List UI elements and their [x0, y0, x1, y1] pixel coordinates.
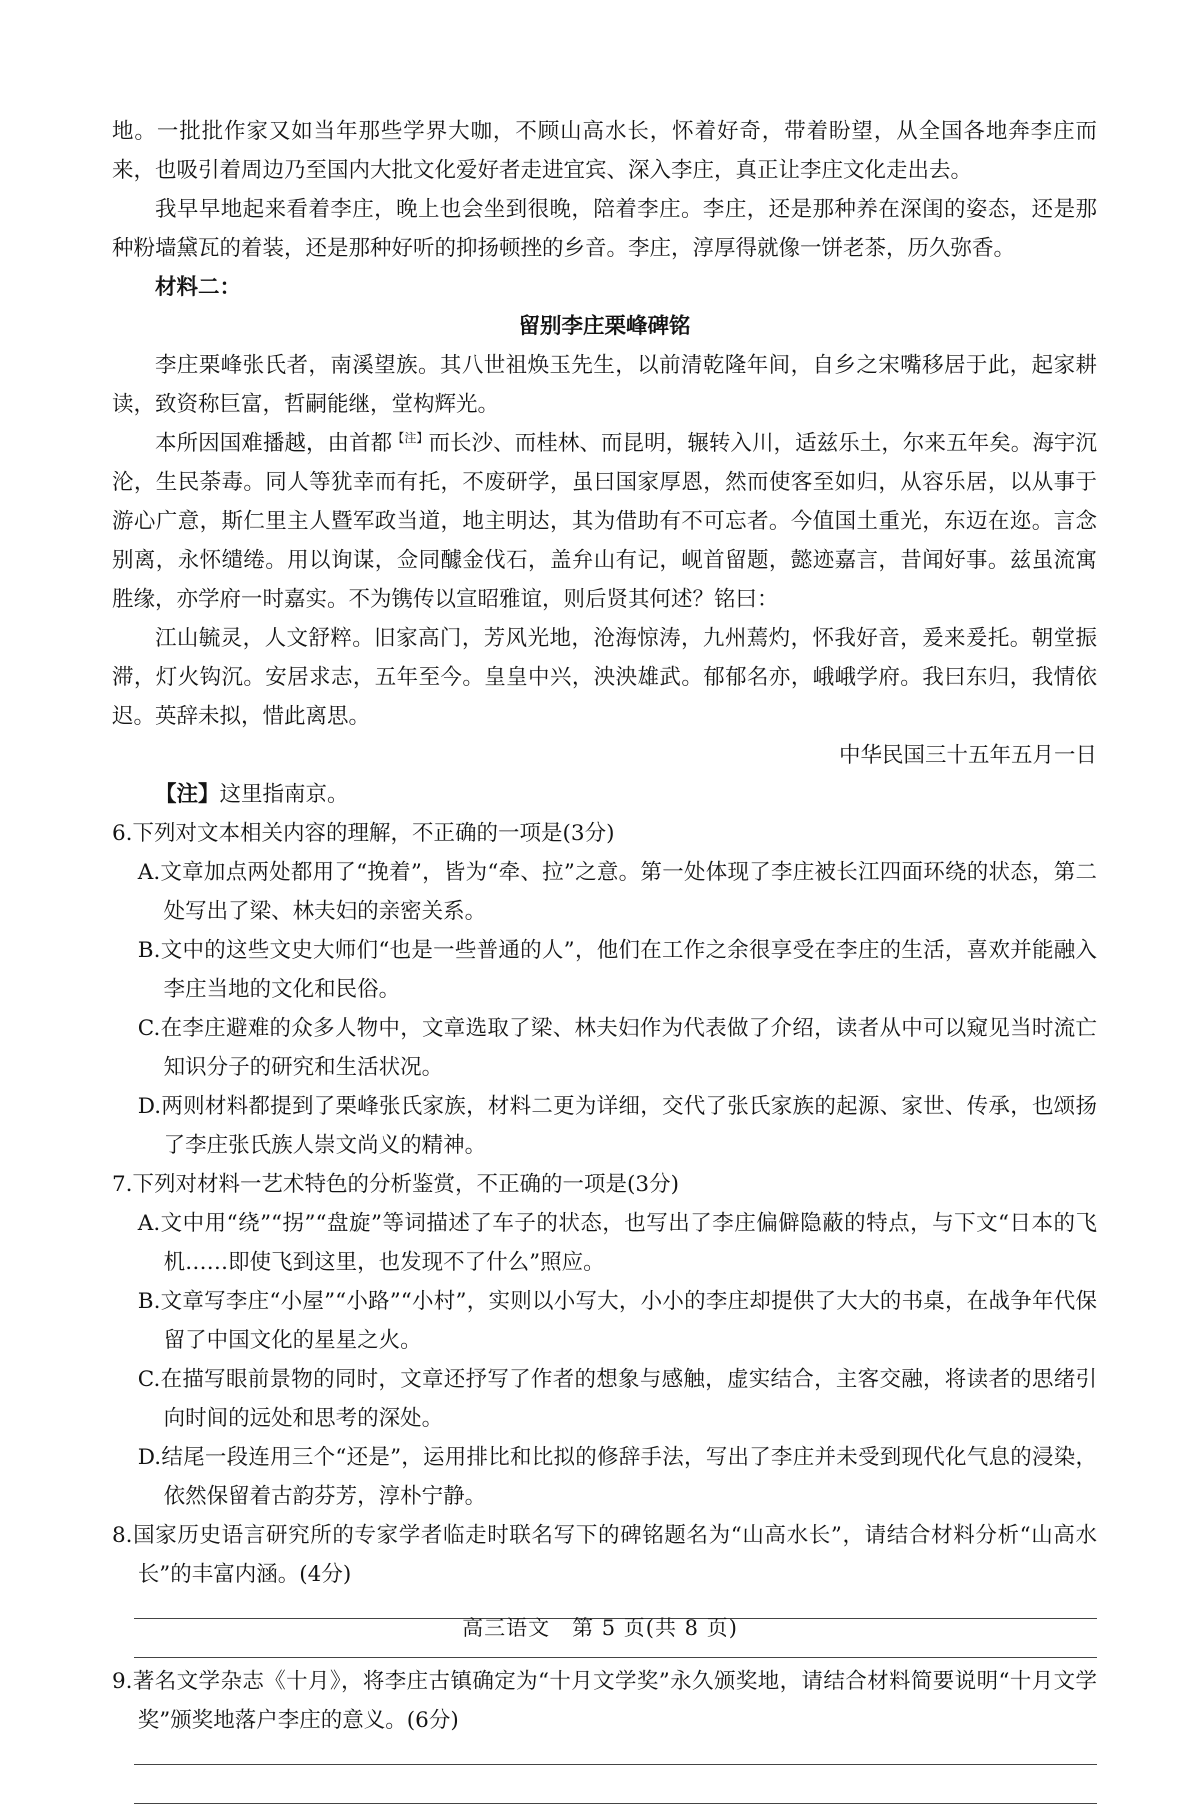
question-6-option-c: C.在李庄避难的众多人物中，文章选取了梁、林夫妇作为代表做了介绍，读者从中可以窥见当时流亡知识分子的研究和生活状况。 [137, 1016, 1097, 1080]
question-6-option-a: A.文章加点两处都用了“挽着”，皆为“牵、拉”之意。第一处体现了李庄被长江四面环绕的状态，第二处写出了梁、林夫妇的亲密关系。 [137, 860, 1097, 924]
material1-paragraph-continued: 地。一批批作家又如当年那些学界大咖，不顾山高水长，怀着好奇，带着盼望，从全国各地奔李庄而来，也吸引着周边乃至国内大批文化爱好者走进宜宾、深入李庄，真正让李庄文化走出去。 [112, 119, 1097, 183]
page-footer: 高三语文 第 5 页(共 8 页) [462, 1616, 738, 1640]
material2-label: 材料二： [155, 275, 242, 300]
question-7-option-c: C.在描写眼前景物的同时，文章还抒写了作者的想象与感触，虚实结合，主客交融，将读者的思绪引向时间的远处和思考的深处。 [137, 1367, 1097, 1431]
page-content [112, 112, 1097, 1804]
inscription-paragraph-2 [112, 424, 1097, 619]
inscription-paragraph-2-rest: 而长沙、而桂林、而昆明，辗转入川，适兹乐土，尔来五年矣。海宇沉沦，生民荼毒。同人等犹幸而有托，不废研学，虽曰国家厚恩，然而使客至如归，从容乐居，以从事于游心广意，斯仁里主人暨军政当道，地主明达，其为借助有不可忘者。今值国土重光，东迈在迩。言念别离，永怀缱绻。用以询谋，佥同醵金伐石，盖弁山有记，岘首留题，懿迹嘉言，昔闻好事。兹虽流寓胜缘，亦学府一时嘉实。不为镌传以宣昭雅谊，则后贤其何述？铭曰： [112, 431, 1097, 612]
answer-line[interactable] [134, 1765, 1097, 1804]
question-7-stem: 7.下列对材料一艺术特色的分析鉴赏，不正确的一项是(3分) [112, 1172, 679, 1197]
inscription-paragraph-2-start: 本所因国难播越，由首都 [155, 431, 393, 456]
question-7-option-d: D.结尾一段连用三个“还是”，运用排比和比拟的修辞手法，写出了李庄并未受到现代化气息的浸染，依然保留着古韵芬芳，淳朴宁静。 [137, 1445, 1097, 1509]
question-7-option-a: A.文中用“绕”“拐”“盘旋”等词描述了车子的状态，也写出了李庄偏僻隐蔽的特点，与下文“日本的飞机……即使飞到这里，也发现不了什么”照应。 [137, 1211, 1097, 1275]
inscription-title: 留别李庄栗峰碑铭 [518, 314, 691, 339]
footnote-text: 这里指南京。 [219, 782, 349, 807]
question-8: 8.国家历史语言研究所的专家学者临走时联名写下的碑铭题名为“山高水长”，请结合材料分析“山高水长”的丰富内涵。(4分) [112, 1523, 1097, 1587]
question-6-option-d: D.两则材料都提到了栗峰张氏家族，材料二更为详细，交代了张氏家族的起源、家世、传承，也颂扬了李庄张氏族人崇文尚义的精神。 [137, 1094, 1097, 1158]
question-7-option-b: B.文章写李庄“小屋”“小路”“小村”，实则以小写大，小小的李庄却提供了大大的书桌，在战争年代保留了中国文化的星星之火。 [137, 1289, 1097, 1353]
answer-line[interactable] [134, 1740, 1097, 1765]
footnote-marker: 【注】 [392, 430, 429, 445]
question-6-stem: 6.下列对文本相关内容的理解，不正确的一项是(3分) [112, 821, 615, 846]
footnote-tag: 【注】 [155, 782, 220, 807]
material1-closing-paragraph: 我早早地起来看着李庄，晚上也会坐到很晚，陪着李庄。李庄，还是那种养在深闺的姿态，还是那种粉墙黛瓦的着装，还是那种好听的抑扬顿挫的乡音。李庄，淳厚得就像一饼老茶，历久弥香。 [112, 197, 1097, 261]
inscription-date: 中华民国三十五年五月一日 [838, 743, 1097, 768]
inscription-paragraph-1: 李庄栗峰张氏者，南溪望族。其八世祖焕玉先生，以前清乾隆年间，自乡之宋嘴移居于此，起家耕读，致资称巨富，哲嗣能继，堂构辉光。 [112, 353, 1097, 417]
question-6-option-b: B.文中的这些文史大师们“也是一些普通的人”，他们在工作之余很享受在李庄的生活，喜欢并能融入李庄当地的文化和民俗。 [137, 938, 1097, 1002]
question-9-answer-area[interactable] [134, 1740, 1097, 1804]
question-9: 9.著名文学杂志《十月》，将李庄古镇确定为“十月文学奖”永久颁奖地，请结合材料简要说明“十月文学奖”颁奖地落户李庄的意义。(6分) [112, 1669, 1097, 1733]
inscription-verse: 江山毓灵，人文舒粹。旧家高门，芳风光地，沧海惊涛，九州蔫灼，怀我好音，爰来爰托。朝堂振滞，灯火钩沉。安居求志，五年至今。皇皇中兴，泱泱雄武。郁郁名亦，峨峨学府。我曰东归，我情依迟。英辞未拟，惜此离思。 [112, 626, 1097, 729]
footnote [112, 775, 1097, 814]
